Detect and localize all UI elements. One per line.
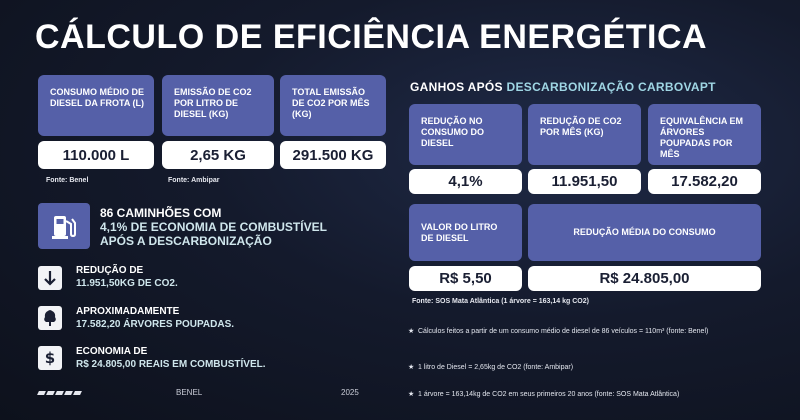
gain-value-co2-reduction: 11.951,50 [528, 169, 641, 194]
gains-subtitle [410, 80, 716, 94]
metric-value-co2-per-liter: 2,65 KG [162, 141, 274, 169]
bullet-text-savings: R$ 24.805,00 REAIS EM COMBUSTÍVEL. [76, 359, 266, 370]
footer-brand: BENEL [176, 388, 203, 397]
gain-card-trees [648, 104, 761, 165]
gain-label: REDUÇÃO NO CONSUMO DO DIESEL [421, 116, 484, 148]
subtitle-prefix: GANHOS APÓS [410, 80, 503, 94]
gain-card-diesel-price [409, 204, 522, 261]
source-sos-mata-atlantica: Fonte: SOS Mata Atlântica (1 árvore = 163,14 kg CO2) [412, 298, 589, 305]
arrow-down-icon [38, 266, 62, 290]
gain-value-avg-reduction: R$ 24.805,00 [528, 266, 761, 291]
gain-card-diesel-reduction [409, 104, 522, 165]
footer-year: 2025 [341, 388, 359, 397]
metric-value-total-co2: 291.500 KG [280, 141, 386, 169]
fuel-pump-icon [38, 203, 90, 249]
metric-label: EMISSÃO DE CO2 POR LITRO DE DIESEL (KG) [174, 87, 252, 119]
subtitle-highlight: DESCARBONIZAÇÃO CARBOVAPT [506, 80, 716, 94]
metric-label: TOTAL EMISSÃO DE CO2 POR MÊS (KG) [292, 87, 370, 119]
star-icon: ★ [408, 328, 415, 335]
gain-value-diesel-reduction: 4,1% [409, 169, 522, 194]
note-text: 1 árvore = 163,14kg de CO2 em seus primeiros 20 anos (fonte: SOS Mata Atlântica) [418, 391, 680, 398]
source-benel: Fonte: Benel [46, 177, 89, 184]
gain-value-trees: 17.582,20 [648, 169, 761, 194]
gain-card-co2-reduction [528, 104, 641, 165]
metric-card-co2-per-liter [162, 75, 274, 136]
source-ambipar: Fonte: Ambipar [168, 177, 220, 184]
gain-value-diesel-price: R$ 5,50 [409, 266, 522, 291]
metric-value-fleet-consumption: 110.000 L [38, 141, 154, 169]
star-icon: ★ [408, 364, 415, 371]
gain-label: EQUIVALÊNCIA EM ÁRVORES POUPADAS POR MÊS [660, 116, 744, 159]
note-diesel-co2 [408, 363, 768, 373]
dollar-icon: $ [38, 346, 62, 370]
note-text: Cálculos feitos a partir de um consumo médio de diesel de 86 veículos = 110m³ (fonte: Benel) [418, 328, 709, 335]
headline-line-2: 4,1% DE ECONOMIA DE COMBUSTÍVEL [100, 220, 327, 234]
tree-icon [38, 306, 62, 330]
note-tree-co2 [408, 390, 768, 400]
gain-label: VALOR DO LITRO DE DIESEL [421, 222, 498, 243]
metric-label: CONSUMO MÉDIO DE DIESEL DA FROTA (L) [50, 87, 145, 108]
gain-label: REDUÇÃO DE CO2 POR MÊS (KG) [540, 116, 622, 137]
metric-card-total-co2 [280, 75, 386, 136]
trucks-headline [100, 206, 327, 248]
bullet-text-trees: 17.582,20 ÁRVORES POUPADAS. [76, 319, 235, 330]
page-title: CÁLCULO DE EFICIÊNCIA ENERGÉTICA [35, 18, 708, 56]
headline-line-1: 86 CAMINHÕES COM [100, 206, 222, 220]
metric-card-fleet-consumption [38, 75, 154, 136]
gain-card-avg-reduction [528, 204, 761, 261]
bullet-title-trees: APROXIMADAMENTE [76, 306, 180, 317]
bullet-title-co2: REDUÇÃO DE [76, 265, 144, 276]
footer-stripes-icon [38, 391, 81, 395]
note-text: 1 litro de Diesel = 2,65kg de CO2 (fonte: Ambipar) [418, 364, 574, 371]
note-consumption [408, 327, 768, 337]
bullet-title-savings: ECONOMIA DE [76, 346, 148, 357]
star-icon: ★ [408, 391, 415, 398]
bullet-text-co2: 11.951,50KG DE CO2. [76, 278, 178, 289]
gain-label: REDUÇÃO MÉDIA DO CONSUMO [573, 227, 716, 237]
headline-line-3: APÓS A DESCARBONIZAÇÃO [100, 234, 272, 248]
